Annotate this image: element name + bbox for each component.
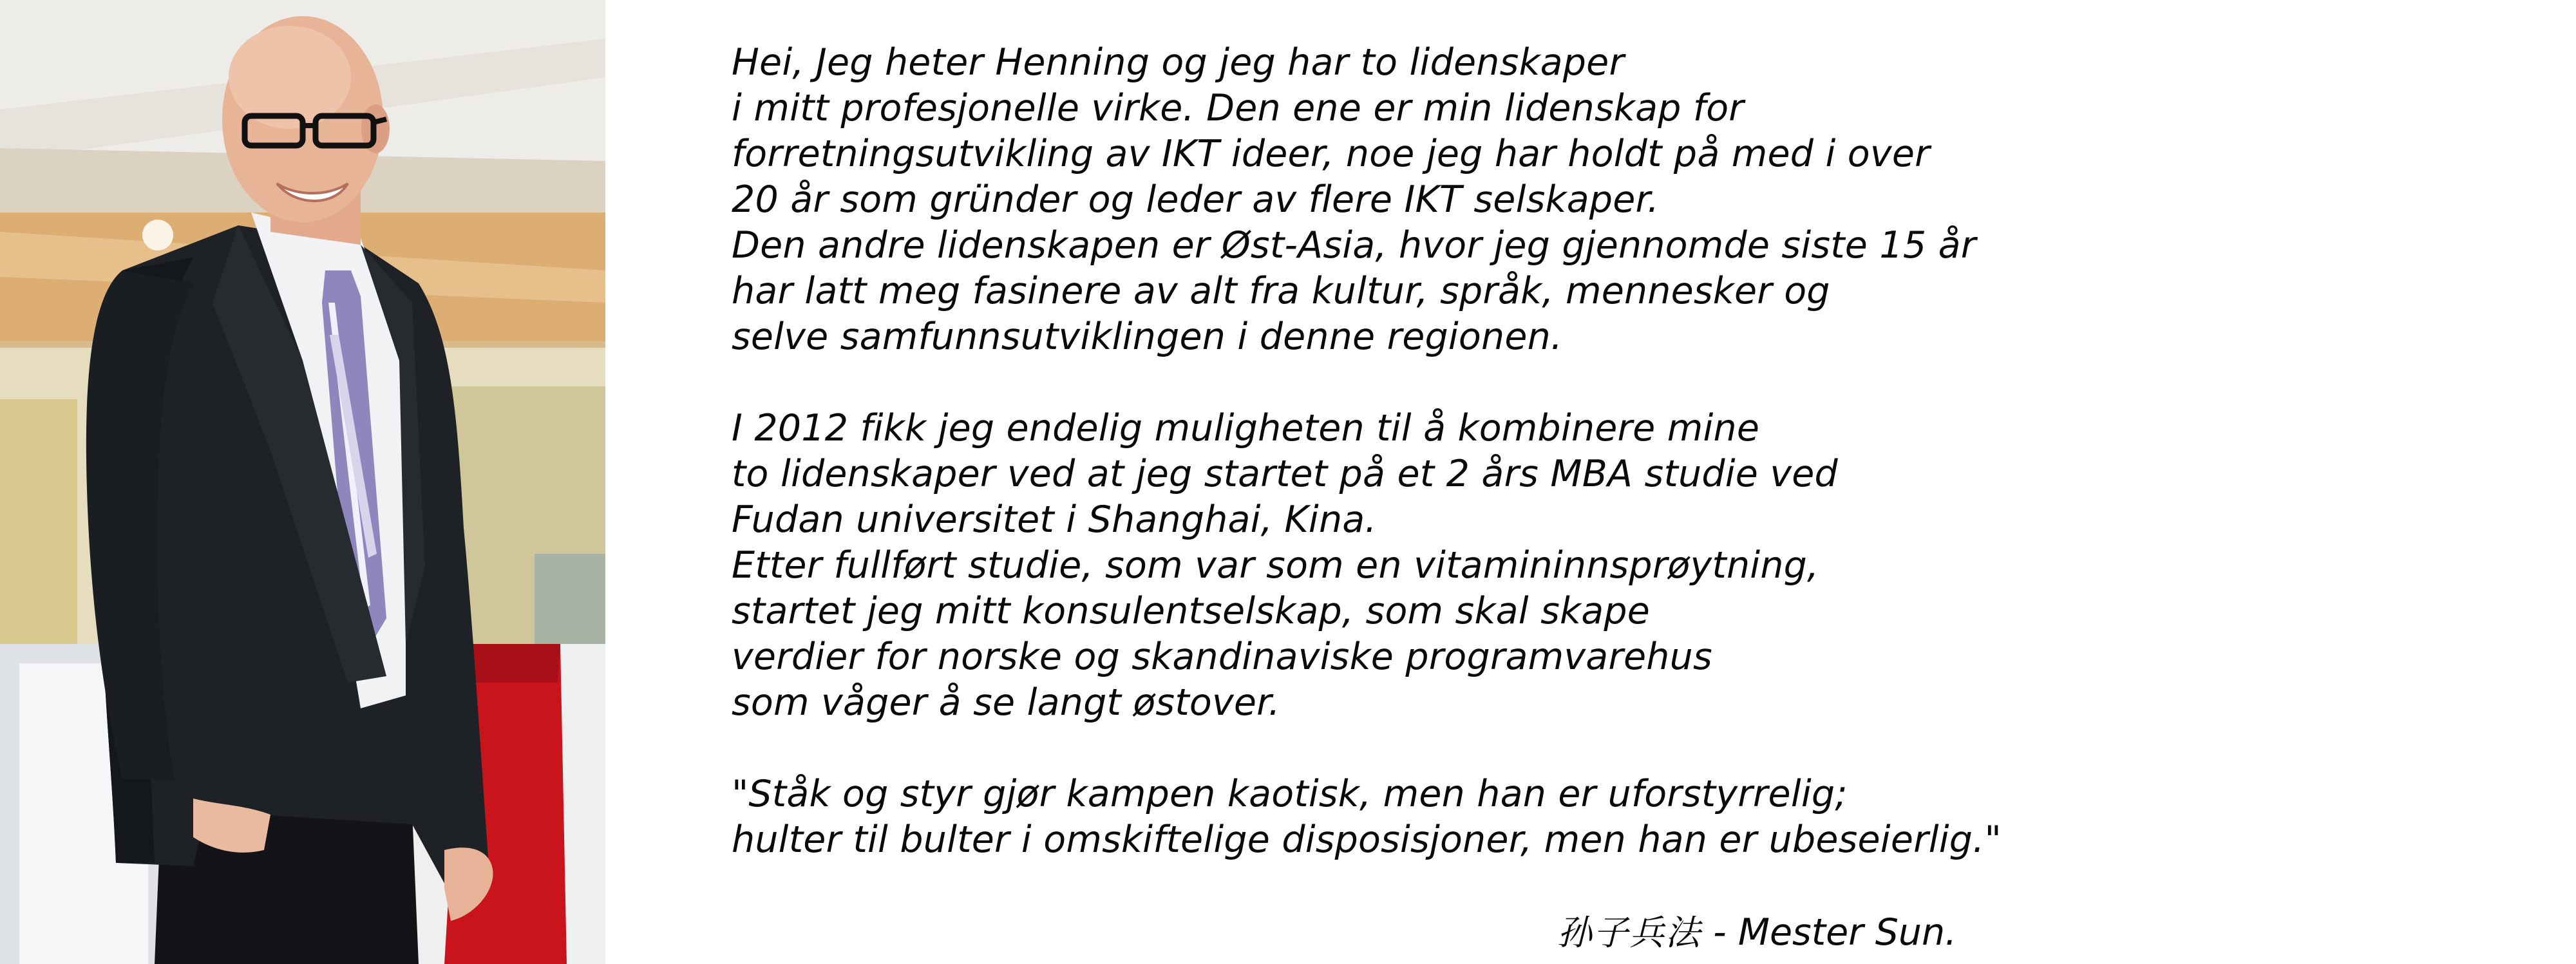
bio-paragraph-intro xyxy=(732,40,2097,360)
quote-attribution xyxy=(1557,910,1956,956)
portrait-illustration xyxy=(0,0,605,964)
text-line: Etter fullført studie, som var som en vitamininnsprøytning, xyxy=(732,544,1819,587)
text-line: to lidenskaper ved at jeg startet på et 2 års MBA studie ved xyxy=(732,453,1838,495)
text-line: I 2012 fikk jeg endelig muligheten til å kombinere mine xyxy=(732,407,1760,449)
text-line: i mitt profesjonelle virke. Den ene er min lidenskap for xyxy=(732,87,1744,129)
text-line: Fudan universitet i Shanghai, Kina. xyxy=(732,498,1377,541)
text-line: har latt meg fasinere av alt fra kultur, språk, mennesker og xyxy=(732,270,1830,312)
bio-quote xyxy=(732,771,2097,863)
text-line: forretningsutvikling av IKT ideer, noe jeg har holdt på med i over xyxy=(732,133,1930,175)
text-line: verdier for norske og skandinaviske programvarehus xyxy=(732,636,1712,678)
text-line: 20 år som gründer og leder av flere IKT selskaper. xyxy=(732,178,1660,221)
quote-line: "Ståk og styr gjør kampen kaotisk, men han er uforstyrrelig; xyxy=(732,773,1848,815)
attribution-author: Mester Sun. xyxy=(1738,911,1957,954)
bio-text xyxy=(732,40,2097,909)
text-line: startet jeg mitt konsulentselskap, som skal skape xyxy=(732,590,1651,632)
text-line: Den andre lidenskapen er Øst-Asia, hvor jeg gjennomde siste 15 år xyxy=(732,224,1976,267)
quote-line: hulter til bulter i omskiftelige disposisjoner, men han er ubeseierlig." xyxy=(732,818,2002,861)
portrait-photo xyxy=(0,0,605,964)
attribution-chinese: 孙子兵法 xyxy=(1557,912,1701,953)
text-line: selve samfunnsutviklingen i denne regionen. xyxy=(732,316,1563,358)
text-line: som våger å se langt østover. xyxy=(732,681,1280,724)
text-line: Hei, Jeg heter Henning og jeg har to lidenskaper xyxy=(732,41,1625,84)
bio-paragraph-career xyxy=(732,406,2097,726)
attribution-separator: - xyxy=(1701,911,1738,954)
